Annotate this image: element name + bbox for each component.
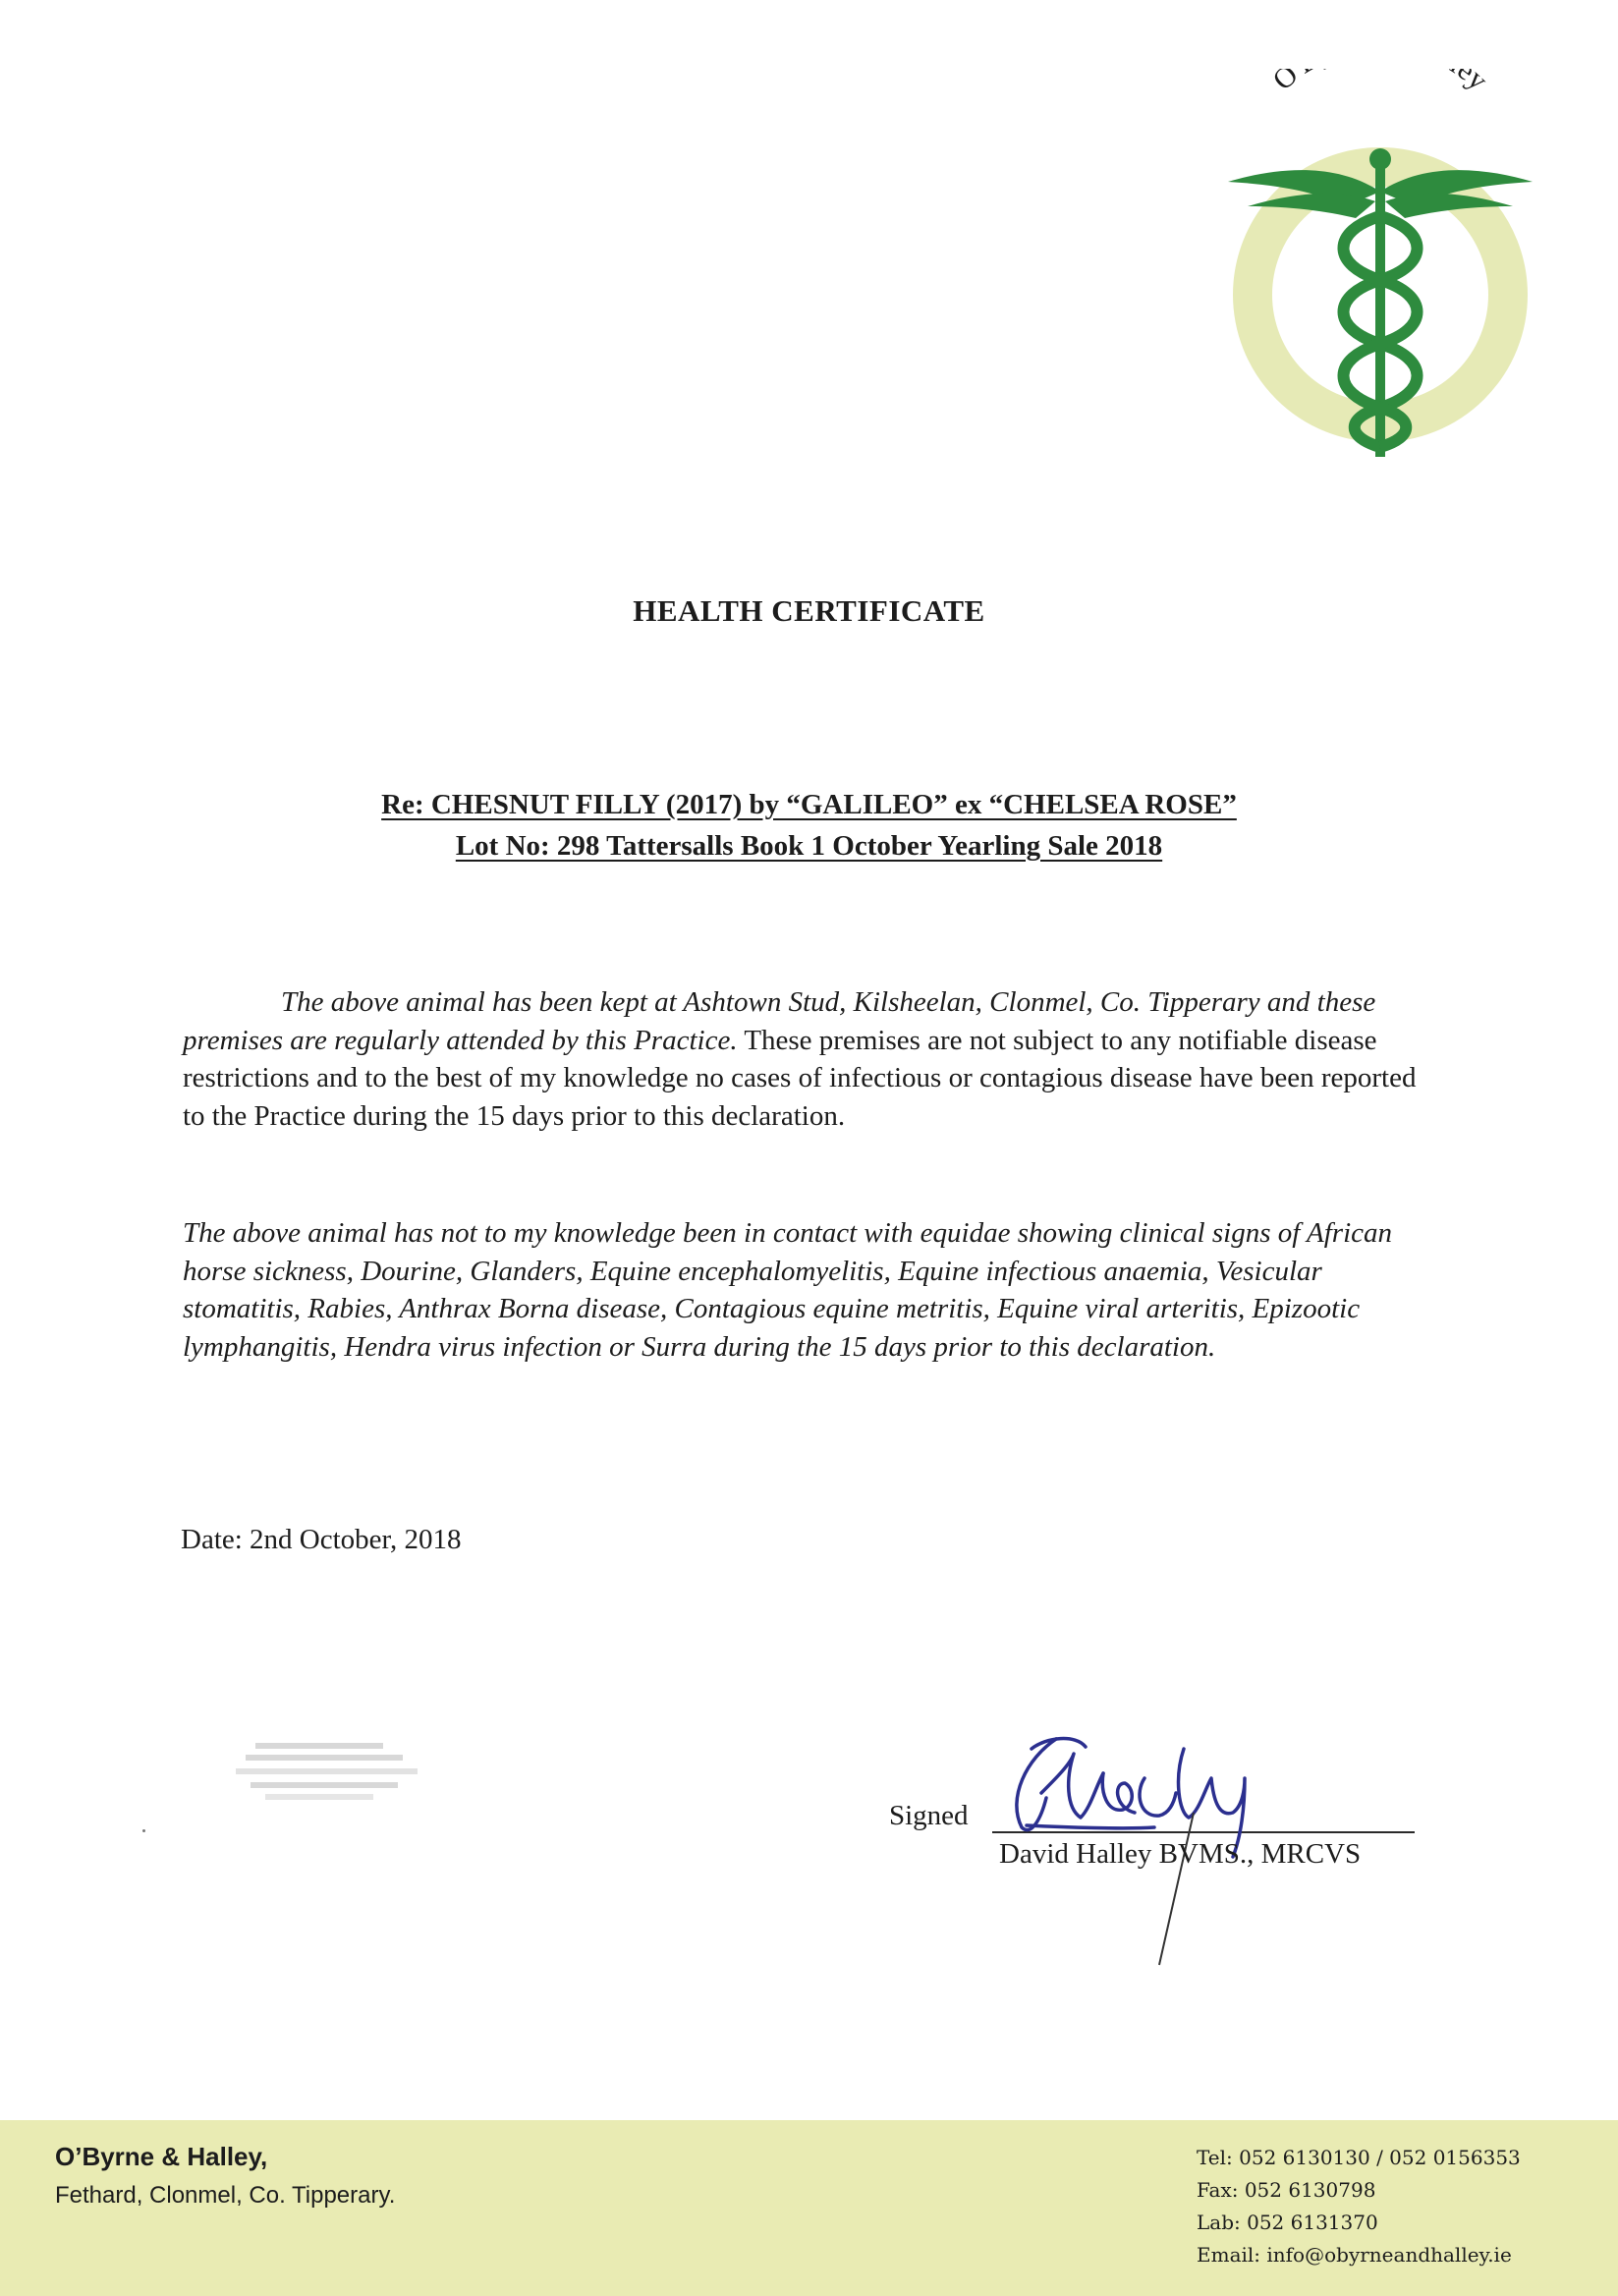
caduceus-logo-icon [1218, 69, 1542, 462]
footer-email[interactable]: Email: info@obyrneandhalley.ie [1197, 2243, 1512, 2267]
disease-contact-paragraph: The above animal has not to my knowledge been in contact with equidae showing clinical signs of African horse sickness, Dourine, Glanders, Equine encephalomyelitis, Equine infectious anaemia, Vesicular stomatitis, Rabies, Anthrax Borna disease, Contagious equine metritis, Equine viral arteritis, Epizootic lymphangitis, Hendra virus infection or Surra during the 15 days prior to this declaration. [183, 1217, 1392, 1363]
stray-mark [142, 1829, 145, 1832]
re-line: Re: CHESNUT FILLY (2017) by “GALILEO” ex “CHELSEA ROSE” [381, 789, 1237, 820]
lot-line: Lot No: 298 Tattersalls Book 1 October Yearling Sale 2018 [455, 830, 1163, 862]
premises-paragraph [183, 983, 1421, 1135]
certificate-title: HEALTH CERTIFICATE [633, 593, 985, 628]
footer-firm-block [55, 2142, 395, 2210]
re-block [0, 784, 1618, 867]
signer-name: David Halley BVMS., MRCVS [999, 1838, 1362, 1870]
footer-lab: Lab: 052 6131370 [1197, 2211, 1378, 2234]
footer-tel: Tel: 052 6130130 / 052 0156353 [1197, 2146, 1521, 2169]
blurred-stamp [236, 1741, 418, 1802]
practice-logo [1218, 69, 1542, 462]
footer-address: Fethard, Clonmel, Co. Tipperary. [55, 2182, 396, 2209]
logo-arc-text: O ey [1266, 69, 1494, 97]
premises-paragraph-regular: These premises are not subject to any notifiable disease restrictions and to the best of my knowledge no cases of infectious or contagious disease have been reported to the Practice during the 15 days prior to this declaration. [183, 1024, 1417, 1132]
footer-fax: Fax: 052 6130798 [1197, 2178, 1376, 2202]
premises-paragraph-italic: The above animal has been kept at Ashtown Stud, Kilsheelan, Clonmel, Co. Tipperary and these premises are regularly attended by this Practice. [183, 986, 1376, 1056]
footer-contact-block [1197, 2142, 1521, 2271]
footer-firm-name: O’Byrne & Halley, [55, 2142, 268, 2171]
certificate-date: Date: 2nd October, 2018 [181, 1524, 462, 1555]
signed-label: Signed [889, 1800, 969, 1831]
svg-text:O'Byrne & Halley [1266, 69, 1493, 96]
letterhead-footer [0, 2120, 1618, 2296]
